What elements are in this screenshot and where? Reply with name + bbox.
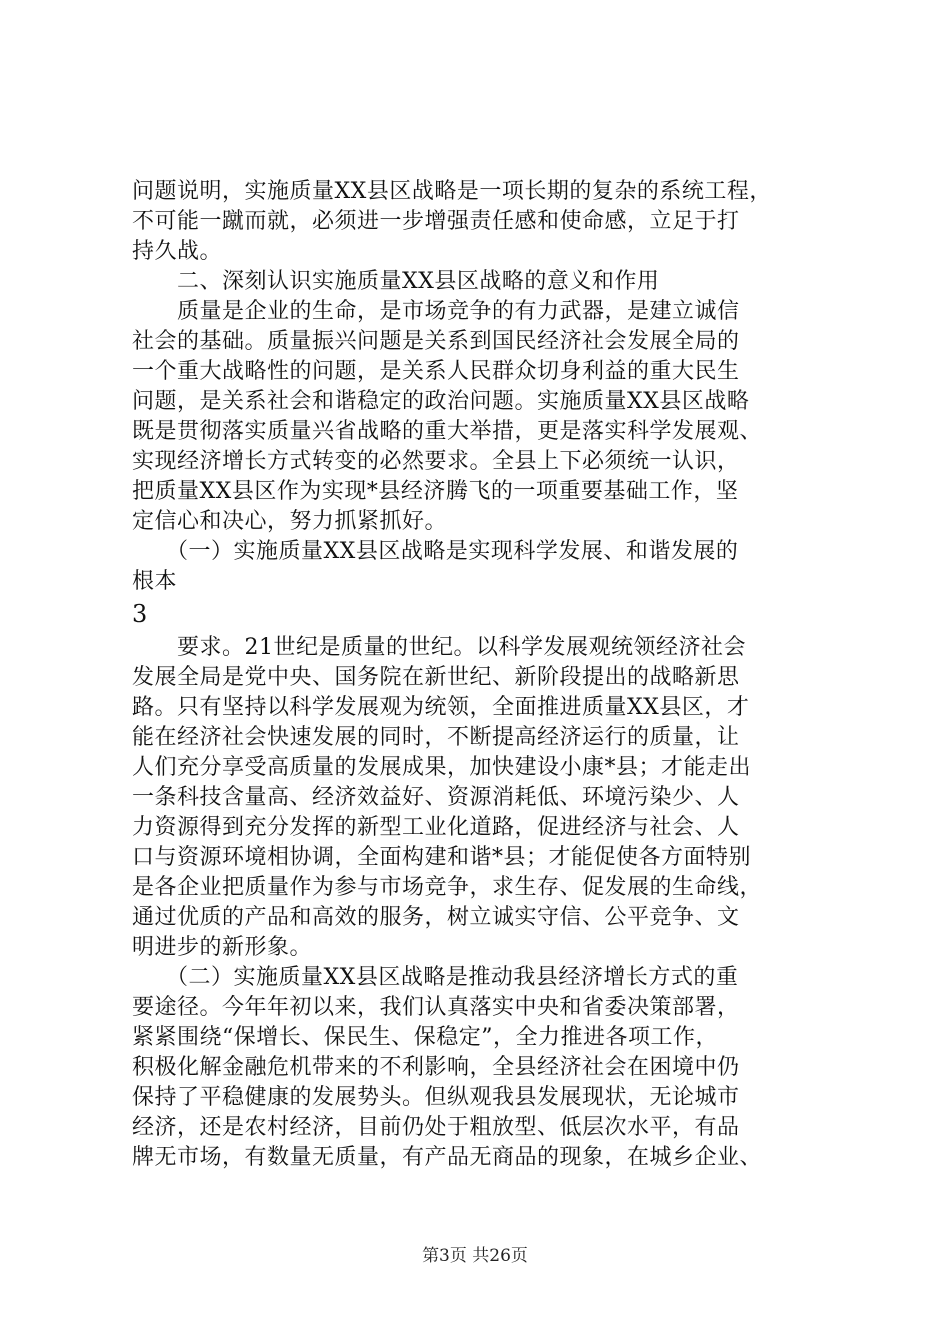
text-line: 实现经济增长方式转变的必然要求。全县上下必须统一认识， — [132, 449, 740, 474]
text-line: 把质量XX县区作为实现*县经济腾飞的一项重要基础工作，坚 — [132, 479, 739, 504]
document-body — [132, 177, 832, 1173]
text-line: 问题，是关系社会和谐稳定的政治问题。实施质量XX县区战略 — [132, 389, 750, 414]
text-line: 明进步的新形象。 — [132, 935, 313, 960]
text-line: 人们充分享受高质量的发展成果，加快建设小康*县；才能走出 — [132, 755, 752, 780]
text-line: 力资源得到充分发挥的新型工业化道路，促进经济与社会、人 — [132, 815, 740, 840]
text-line: 质量是企业的生命，是市场竞争的有力武器，是建立诚信 — [132, 299, 740, 324]
inline-page-number: 3 — [132, 600, 148, 628]
text-line: 一条科技含量高、经济效益好、资源消耗低、环境污染少、人 — [132, 785, 740, 810]
text-line: 积极化解金融危机带来的不利影响，全县经济社会在困境中仍 — [132, 1055, 740, 1080]
text-line: 是各企业把质量作为参与市场竞争，求生存、促发展的生命线， — [132, 875, 763, 900]
text-line: 不可能一蹴而就，必须进一步增强责任感和使命感，立足于打 — [132, 209, 740, 234]
text-line: 定信心和决心，努力抓紧抓好。 — [132, 509, 448, 534]
section-heading: 二、深刻认识实施质量XX县区战略的意义和作用 — [132, 269, 660, 294]
text-line: 口与资源环境相协调，全面构建和谐*县；才能促使各方面特别 — [132, 845, 752, 870]
text-line: 根本 — [132, 569, 178, 594]
text-line: 社会的基础。质量振兴问题是关系到国民经济社会发展全局的 — [132, 329, 740, 354]
text-line: 通过优质的产品和高效的服务，树立诚实守信、公平竞争、文 — [132, 905, 740, 930]
text-line: 保持了平稳健康的发展势头。但纵观我县发展现状，无论城市 — [132, 1085, 740, 1110]
subsection-heading: （一）实施质量XX县区战略是实现科学发展、和谐发展的 — [132, 539, 739, 564]
text-line: 发展全局是党中央、国务院在新世纪、新阶段提出的战略新思 — [132, 665, 740, 690]
text-line: 要求。21世纪是质量的世纪。以科学发展观统领经济社会 — [132, 635, 746, 660]
text-line: 牌无市场，有数量无质量，有产品无商品的现象，在城乡企业、 — [132, 1145, 763, 1170]
text-line: 持久战。 — [132, 239, 223, 264]
page-footer — [0, 1246, 950, 1266]
text-line: 经济，还是农村经济，目前仍处于粗放型、低层次水平，有品 — [132, 1115, 740, 1140]
text-line: 能在经济社会快速发展的同时，不断提高经济运行的质量，让 — [132, 725, 740, 750]
text-line: 问题说明，实施质量XX县区战略是一项长期的复杂的系统工程， — [132, 179, 772, 204]
text-line: 路。只有坚持以科学发展观为统领，全面推进质量XX县区，才 — [132, 695, 750, 720]
text-line: 一个重大战略性的问题，是关系人民群众切身利益的重大民生 — [132, 359, 740, 384]
subsection-heading: （二）实施质量XX县区战略是推动我县经济增长方式的重 — [132, 965, 739, 990]
text-line: 紧紧围绕“保增长、保民生、保稳定”，全力推进各项工作， — [132, 1025, 718, 1050]
page-counter: 第3页 共26页 — [422, 1246, 528, 1266]
text-line: 要途径。今年年初以来，我们认真落实中央和省委决策部署， — [132, 995, 740, 1020]
text-line: 既是贯彻落实质量兴省战略的重大举措，更是落实科学发展观、 — [132, 419, 763, 444]
